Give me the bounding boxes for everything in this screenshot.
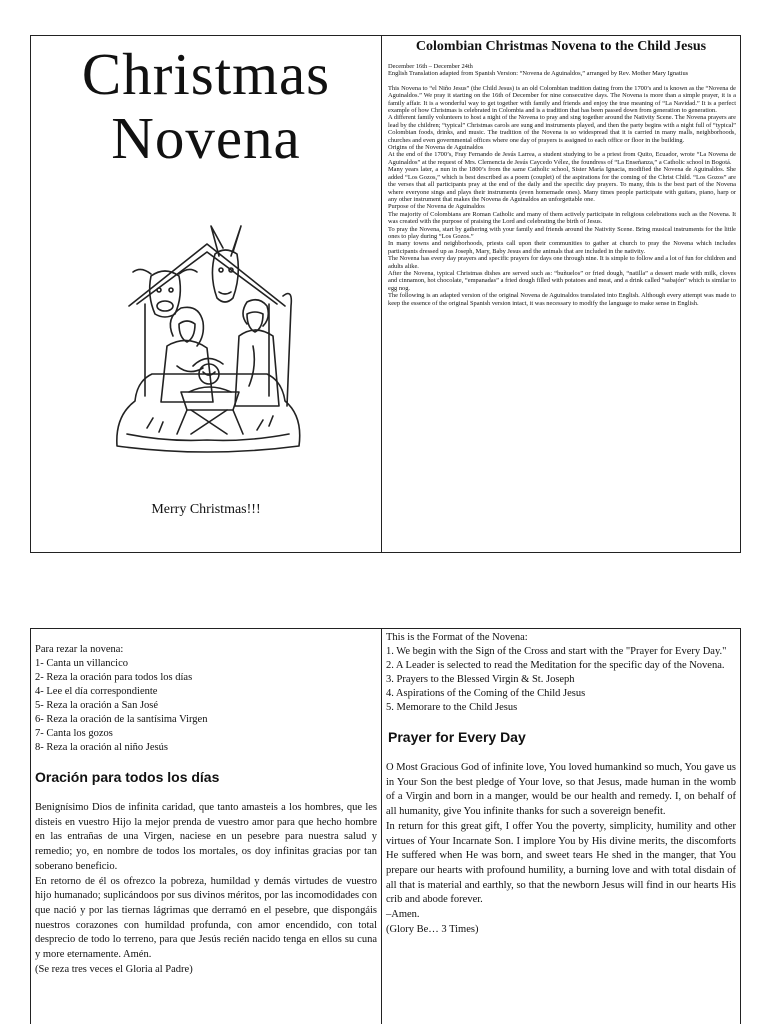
english-prayer-title: Prayer for Every Day bbox=[388, 729, 526, 745]
intro-paragraph: To pray the Novena, start by gathering with your family and friends around the Nativity Scene. Bring musical instruments for the little ones to play during “Los Gozos.” bbox=[388, 225, 736, 240]
prayer-paragraph: En retorno de él os ofrezco la pobreza, humildad y demás virtudes de vuestro hijo humanado; suplicándoos por sus divinos méritos, por las incomodidades con que nació y por las tiernas lágrimas que derramó en el pesebre, que dispongáis nuestros corazones con humildad profunda, con amor encendido, con total desprecio de todo lo terreno, para que Jesús recién nacido tenga en ellos su cuna y more eternamente. Amén. bbox=[35, 875, 377, 961]
list-item: 5- Reza la oración a San José bbox=[35, 700, 159, 711]
prayer-paragraph: In return for this great gift, I offer You the poverty, simplicity, humility and other virtues of Your Incarnate Son. I implore You by His divine merits, the discomforts He suffered when He was born, and sweet tears He shed in the manger, that You prepare our hearts with profound humility, a burning love and with total disdain of all that is material and earthly, so that the newborn Jesus will find in our hearts His crib and abode forever. bbox=[386, 820, 736, 906]
list-item: 1- Canta un villancico bbox=[35, 658, 129, 669]
cover-title-line2: Novena bbox=[111, 105, 301, 171]
intro-body bbox=[388, 63, 736, 307]
prayer-paragraph: O Most Gracious God of infinite love, You loved humankind so much, You gave us in Your Son the best pledge of Your love, so that Jesus, made human in the womb of a Virgin and born in a manger, would be our health and remedy. I, on behalf of all humanity, give You infinite thanks for such a sovereign benefit. bbox=[386, 762, 736, 818]
cover-panel bbox=[30, 35, 382, 553]
list-item: 8- Reza la oración al niño Jesús bbox=[35, 742, 168, 753]
spanish-prayer-body bbox=[35, 801, 377, 977]
merry-christmas-text: Merry Christmas!!! bbox=[151, 502, 261, 517]
spanish-prayer-panel bbox=[30, 628, 382, 1024]
list-item: 4- Lee el día correspondiente bbox=[35, 686, 158, 697]
prayer-paragraph: Benignísimo Dios de infinita caridad, que tanto amasteis a los hombres, que les disteis en vuestro Hijo la mejor prenda de vuestro amor para que hecho hombre en las entrañas de una Virgen, naciese en un pesebre para nuestra salud y remedio; yo, en nombre de todos los mortales, os doy infinitas gracias por tan soberano beneficio. bbox=[35, 802, 377, 872]
english-prayer-panel bbox=[381, 628, 741, 1024]
cover-title-line1: Christmas bbox=[81, 41, 331, 107]
intro-paragraph: The Novena has every day prayers and specific prayers for days one through nine. It is simple to follow and a lot of fun for children and adults alike. bbox=[388, 255, 737, 270]
cover-title bbox=[31, 42, 381, 170]
intro-dates: December 16th – December 24th bbox=[388, 63, 473, 70]
list-item: 1. We begin with the Sign of the Cross and start with the "Prayer for Every Day." bbox=[386, 646, 727, 657]
intro-paragraph: After the Novena, typical Christmas dishes are served such as: “buñuelos” or fried dough, “natilla” a dessert made with milk, cloves and cinnamon, hot chocolate, “empanadas” a fried dough filled with potatoes and meat, and a drink called “sabajón” which is similar to egg nog. bbox=[388, 269, 736, 292]
intro-paragraph: The majority of Colombians are Roman Catholic and many of them actively participate in religious celebrations such as the Novena. It was created with the purpose of praising the Lord and celebrating the birth of Jesus. bbox=[388, 210, 736, 226]
intro-panel bbox=[381, 35, 741, 553]
nativity-scene-icon bbox=[107, 196, 307, 461]
list-item: 5. Memorare to the Child Jesus bbox=[386, 702, 518, 713]
intro-subheading: Origins of the Novena de Aguinaldos bbox=[388, 144, 484, 152]
intro-subheading: Purpose of the Novena de Aguinaldos bbox=[388, 203, 485, 211]
prayer-paragraph: (Se reza tres veces el Gloria al Padre) bbox=[35, 963, 193, 975]
list-item: 7- Canta los gozos bbox=[35, 728, 113, 739]
intro-paragraph: In many towns and neighborhoods, priests call upon their communities to gather at church to pray the Novena which includes participants dressed up as Joseph, Mary, Baby Jesus and the animals that are included in the nativity. bbox=[388, 240, 736, 255]
intro-translation: English Translation adapted from Spanish Version: “Novena de Aguinaldos,” arranged by Rev. Mother Mary Ignatius bbox=[388, 70, 689, 78]
intro-paragraph: The following is an adapted version of the original Novena de Aguinaldos translated into English. Although every attempt was made to keep the essence of the original Spanish version intact, it was necessary to modify the language to make sense in English. bbox=[388, 292, 736, 307]
intro-paragraph: A different family volunteers to host a night of the Novena to pray and sing together around the Nativity Scene. The Novena prayers are lead by the children; “typical” Christmas carols are sung and instruments played, and then the party begins with a night full of “typical” Colombian foods, drinks, and music. The tradition of the Novena is so widespread that it is carried in many malls, neighborhoods, churches and even governmental offices where one day of prayers is assigned to each office or floor in the building. bbox=[388, 114, 736, 144]
prayer-paragraph: –Amen. bbox=[386, 909, 420, 921]
spanish-prayer-title: Oración para todos los días bbox=[35, 769, 220, 785]
intro-title: Colombian Christmas Novena to the Child Jesus bbox=[415, 39, 707, 54]
list-item: 6- Reza la oración de la santísima Virgen bbox=[35, 714, 208, 725]
steps-list bbox=[31, 629, 381, 755]
prayer-paragraph: (Glory Be… 3 Times) bbox=[386, 923, 479, 935]
format-list bbox=[382, 629, 740, 715]
list-item: 2- Reza la oración para todos los días bbox=[35, 672, 193, 683]
format-heading: This is the Format of the Novena: bbox=[386, 632, 528, 643]
intro-paragraph: Many years later, a nun in the 1800’s from the same Catholic school, Sister María Ignacia, modified the Novena de Aguinaldos. She added “Los Gozos,” which is best described as a poem (couplet) of the aspirations for the coming of the Christ Child. “Los Gozos” are the verses that all participants pray at the end of the daily and the specific day prayers. To many, this is the best part of the Novena where everyone sings and plays their instruments (even homemade ones). Many times people participate with guitars, piano, harp or any other instrument that makes the Novena de Aguinaldos an unforgettable one. bbox=[388, 166, 736, 203]
steps-heading: Para rezar la novena: bbox=[35, 644, 124, 655]
list-item: 4. Aspirations of the Coming of the Child Jesus bbox=[386, 688, 586, 699]
intro-paragraph: This Novena to “el Niño Jesus” (the Child Jesus) is an old Colombian tradition dating from the 1700’s and is known as the “Novena de Aguinaldos.” We pray it starting on the 16th of December for nine consecutive days. The Novena is more than a simple prayer, it is a family affair. It is a wonderful way to get together with family and friends and enjoy the true meaning of “La Navidad.” It is a perfect example of how Christmas is celebrated in Colombia and is a tradition that has been passed down from generation to generation. bbox=[388, 84, 736, 115]
english-prayer-body bbox=[386, 761, 736, 937]
intro-paragraph: At the end of the 1700’s, Fray Fernando de Jesús Larrea, a student studying to be a priest from Quito, Ecuador, wrote “La Novena de Aguinaldos” at the request of Mrs. Clemencia de Jesús Caycedo Vélez, the foundress of “La Enseñanza,” a Catholic school in Bogotá. bbox=[388, 151, 736, 166]
list-item: 2. A Leader is selected to read the Meditation for the specific day of the Novena. bbox=[386, 660, 725, 671]
list-item: 3. Prayers to the Blessed Virgin & St. Joseph bbox=[386, 674, 575, 685]
